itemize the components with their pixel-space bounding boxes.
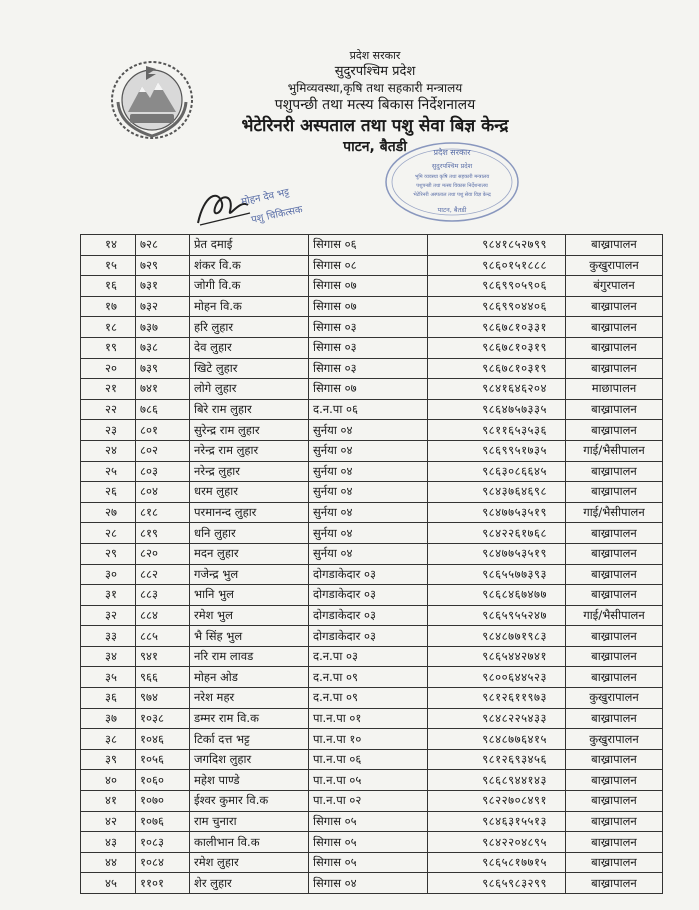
registration-number-cell: ८८५	[136, 626, 190, 647]
serial-number-cell: २४	[81, 440, 136, 461]
table-row	[81, 605, 663, 626]
address-cell: सिगास ०३	[309, 358, 428, 379]
registration-number-cell: ८०२	[136, 440, 190, 461]
farming-type-cell: बाख्रापालन	[566, 811, 663, 832]
name-cell: नरेश महर	[190, 688, 309, 709]
phone-cell: ९८४२२६१७६८	[428, 523, 566, 544]
phone-cell: ९८११६५३५३६	[428, 420, 566, 441]
farming-type-cell: बाख्रापालन	[566, 852, 663, 873]
header-government: प्रदेश सरकार	[349, 49, 401, 62]
name-cell: प्रेत दमाई	[190, 235, 309, 256]
phone-cell: ९८४७७५३५१९	[428, 502, 566, 523]
table-row	[81, 708, 663, 729]
address-cell: पा.न.पा १०	[309, 729, 428, 750]
name-cell: लोगे लुहार	[190, 379, 309, 400]
registration-number-cell: १०४६	[136, 729, 190, 750]
name-cell: धरम लुहार	[190, 482, 309, 503]
farming-type-cell: बाख्रापालन	[566, 235, 663, 256]
phone-cell: ९८४१८५२७९९	[428, 235, 566, 256]
registration-number-cell: ९७४	[136, 688, 190, 709]
phone-cell: ९८६९९५१७३५	[428, 440, 566, 461]
phone-cell: ९८६५९८३२९९	[428, 873, 566, 894]
registration-number-cell: ९४१	[136, 646, 190, 667]
name-cell: महेश पाण्डे	[190, 770, 309, 791]
table-row	[81, 688, 663, 709]
farming-type-cell: बाख्रापालन	[566, 523, 663, 544]
phone-cell: ९८६४७५७३३५	[428, 399, 566, 420]
name-cell: डम्मर राम वि.क	[190, 708, 309, 729]
name-cell: मोहन वि.क	[190, 296, 309, 317]
phone-cell: ९८४८७७१९८३	[428, 626, 566, 647]
phone-cell: ९८४२२०४८९५	[428, 832, 566, 853]
header-ministry: भुमिव्यवस्था,कृषि तथा सहकारी मन्त्रालय	[287, 81, 463, 95]
address-cell: द.न.पा ०६	[309, 399, 428, 420]
name-cell: रमेश भुल	[190, 605, 309, 626]
phone-cell: ९८२२७०८४९१	[428, 791, 566, 812]
phone-cell: ९८६७८१०३१९	[428, 337, 566, 358]
address-cell: सुर्नया ०४	[309, 482, 428, 503]
table-row	[81, 852, 663, 873]
name-cell: भानि भुल	[190, 585, 309, 606]
registration-number-cell: ७३१	[136, 276, 190, 297]
registration-number-cell: १०८३	[136, 832, 190, 853]
farming-type-cell: माछापालन	[566, 379, 663, 400]
phone-cell: ९८१२६९३४५६	[428, 749, 566, 770]
farming-type-cell: कुखुरापालन	[566, 255, 663, 276]
farming-type-cell: बाख्रापालन	[566, 708, 663, 729]
beneficiary-table-body	[81, 235, 663, 894]
registration-number-cell: ७२८	[136, 235, 190, 256]
farming-type-cell: बाख्रापालन	[566, 770, 663, 791]
table-row	[81, 420, 663, 441]
address-cell: सुर्नया ०४	[309, 440, 428, 461]
table-row	[81, 379, 663, 400]
name-cell: देव लुहार	[190, 337, 309, 358]
phone-cell: ९८६५४४२७४१	[428, 646, 566, 667]
address-cell: द.न.पा ०९	[309, 667, 428, 688]
serial-number-cell: १७	[81, 296, 136, 317]
stamp-line-c: पशुपन्छी तथा मत्स्य विकास निर्देशनालय	[416, 183, 488, 189]
registration-number-cell: ८०४	[136, 482, 190, 503]
phone-cell: ९८६९९०५९०६	[428, 276, 566, 297]
serial-number-cell: १९	[81, 337, 136, 358]
registration-number-cell: ९६६	[136, 667, 190, 688]
serial-number-cell: २९	[81, 543, 136, 564]
registration-number-cell: ८१८	[136, 502, 190, 523]
farming-type-cell: बाख्रापालन	[566, 564, 663, 585]
farming-type-cell: बाख्रापालन	[566, 667, 663, 688]
table-row	[81, 296, 663, 317]
header-directorate: पशुपन्छी तथा मत्स्य बिकास निर्देशनालय	[274, 97, 476, 113]
name-cell: जोगी वि.क	[190, 276, 309, 297]
table-row	[81, 482, 663, 503]
name-cell: मदन लुहार	[190, 543, 309, 564]
serial-number-cell: २३	[81, 420, 136, 441]
serial-number-cell: ३४	[81, 646, 136, 667]
farming-type-cell: गाई/भैसीपालन	[566, 440, 663, 461]
table-row	[81, 358, 663, 379]
address-cell: पा.न.पा ०१	[309, 708, 428, 729]
serial-number-cell: ४१	[81, 791, 136, 812]
registration-number-cell: ७८६	[136, 399, 190, 420]
table-row	[81, 440, 663, 461]
serial-number-cell: २८	[81, 523, 136, 544]
address-cell: सुर्नया ०४	[309, 420, 428, 441]
name-cell: नरेन्द्र राम लुहार	[190, 440, 309, 461]
serial-number-cell: ३५	[81, 667, 136, 688]
table-row	[81, 667, 663, 688]
address-cell: सिगास ०८	[309, 255, 428, 276]
address-cell: दोगडाकेदार ०३	[309, 564, 428, 585]
farming-type-cell: बाख्रापालन	[566, 626, 663, 647]
stamp-top-text: प्रदेश सरकार	[433, 148, 471, 157]
address-cell: सिगास ०७	[309, 276, 428, 297]
phone-cell: ९८६७८१०३३१	[428, 317, 566, 338]
stamp-line-b: भूमि व्यवस्था कृषि तथा सहकारी मन्त्रालय	[414, 174, 490, 180]
name-cell: ईश्वर कुमार वि.क	[190, 791, 309, 812]
table-row	[81, 543, 663, 564]
registration-number-cell: ७३८	[136, 337, 190, 358]
serial-number-cell: ३९	[81, 749, 136, 770]
phone-cell: ९८६७८१०३१९	[428, 358, 566, 379]
registration-number-cell: ७२९	[136, 255, 190, 276]
phone-cell: ९८००६४४५२३	[428, 667, 566, 688]
farming-type-cell: बाख्रापालन	[566, 420, 663, 441]
farming-type-cell: बाख्रापालन	[566, 337, 663, 358]
table-row	[81, 317, 663, 338]
farming-type-cell: बाख्रापालन	[566, 832, 663, 853]
registration-number-cell: ८८४	[136, 605, 190, 626]
serial-number-cell: २१	[81, 379, 136, 400]
phone-cell: ९८६३०८६६४५	[428, 461, 566, 482]
farming-type-cell: बाख्रापालन	[566, 482, 663, 503]
serial-number-cell: १५	[81, 255, 136, 276]
address-cell: सुर्नया ०४	[309, 543, 428, 564]
registration-number-cell: ८०१	[136, 420, 190, 441]
farming-type-cell: बाख्रापालन	[566, 749, 663, 770]
registration-number-cell: ७३९	[136, 358, 190, 379]
table-row	[81, 337, 663, 358]
address-cell: सुर्नया ०४	[309, 523, 428, 544]
address-cell: सिगास ०५	[309, 852, 428, 873]
phone-cell: ९८६८९४४१४३	[428, 770, 566, 791]
name-cell: भै सिंह भुल	[190, 626, 309, 647]
serial-number-cell: ३८	[81, 729, 136, 750]
farming-type-cell: कुखुरापालन	[566, 688, 663, 709]
registration-number-cell: ७३२	[136, 296, 190, 317]
registration-number-cell: ८१९	[136, 523, 190, 544]
header-location: पाटन, बैतडी	[343, 139, 407, 155]
table-row	[81, 461, 663, 482]
serial-number-cell: १८	[81, 317, 136, 338]
serial-number-cell: २५	[81, 461, 136, 482]
farming-type-cell: बाख्रापालन	[566, 399, 663, 420]
stamp-bottom-text: पाटन, बैतडी	[437, 206, 467, 214]
registration-number-cell: १०७६	[136, 811, 190, 832]
table-row	[81, 749, 663, 770]
table-row	[81, 646, 663, 667]
farming-type-cell: गाई/भैसीपालन	[566, 605, 663, 626]
registration-number-cell: ८८२	[136, 564, 190, 585]
table-row	[81, 523, 663, 544]
name-cell: गजेन्द्र भुल	[190, 564, 309, 585]
serial-number-cell: १४	[81, 235, 136, 256]
address-cell: पा.न.पा ०६	[309, 749, 428, 770]
table-row	[81, 399, 663, 420]
address-cell: सिगास ०३	[309, 317, 428, 338]
phone-cell: ९८६८४६७४७७	[428, 585, 566, 606]
name-cell: टिर्का दत्त भट्ट	[190, 729, 309, 750]
table-row	[81, 502, 663, 523]
table-row	[81, 770, 663, 791]
phone-cell: ९८४८२२५४३३	[428, 708, 566, 729]
farming-type-cell: बाख्रापालन	[566, 543, 663, 564]
registration-number-cell: ८२०	[136, 543, 190, 564]
phone-cell: ९८६०१५१८८८	[428, 255, 566, 276]
phone-cell: ९८१२६११९७३	[428, 688, 566, 709]
serial-number-cell: २७	[81, 502, 136, 523]
address-cell: पा.न.पा ०५	[309, 770, 428, 791]
table-row	[81, 729, 663, 750]
beneficiary-table	[80, 234, 663, 894]
farming-type-cell: बाख्रापालन	[566, 358, 663, 379]
name-cell: खिटे लुहार	[190, 358, 309, 379]
table-row	[81, 626, 663, 647]
table-row	[81, 235, 663, 256]
stamp-line-d: भेटेरिनरी अस्पताल तथा पशु सेवा विज्ञ केन्द्र	[413, 192, 491, 198]
name-cell: शंकर वि.क	[190, 255, 309, 276]
farming-type-cell: बाख्रापालन	[566, 873, 663, 894]
serial-number-cell: २०	[81, 358, 136, 379]
address-cell: द.न.पा ०३	[309, 646, 428, 667]
serial-number-cell: ४२	[81, 811, 136, 832]
stamp-line-a: सुदुरपश्चिम प्रदेश	[431, 162, 473, 170]
registration-number-cell: ११०१	[136, 873, 190, 894]
name-cell: सुरेन्द्र राम लुहार	[190, 420, 309, 441]
name-cell: शेर लुहार	[190, 873, 309, 894]
serial-number-cell: २२	[81, 399, 136, 420]
farming-type-cell: बाख्रापालन	[566, 791, 663, 812]
address-cell: पा.न.पा ०२	[309, 791, 428, 812]
farming-type-cell: बाख्रापालन	[566, 461, 663, 482]
address-cell: सिगास ०३	[309, 337, 428, 358]
serial-number-cell: ३२	[81, 605, 136, 626]
name-cell: राम चुनारा	[190, 811, 309, 832]
name-cell: जगदिश लुहार	[190, 749, 309, 770]
table-row	[81, 832, 663, 853]
phone-cell: ९८४७७५३५१९	[428, 543, 566, 564]
serial-number-cell: ४३	[81, 832, 136, 853]
table-row	[81, 276, 663, 297]
phone-cell: ९८४६३१५५१३	[428, 811, 566, 832]
serial-number-cell: ४५	[81, 873, 136, 894]
farming-type-cell: बाख्रापालन	[566, 585, 663, 606]
table-row	[81, 811, 663, 832]
serial-number-cell: २६	[81, 482, 136, 503]
serial-number-cell: ३१	[81, 585, 136, 606]
name-cell: धनि लुहार	[190, 523, 309, 544]
address-cell: द.न.पा ०९	[309, 688, 428, 709]
registration-number-cell: ८०३	[136, 461, 190, 482]
registration-number-cell: ७४१	[136, 379, 190, 400]
name-cell: बिरे राम लुहार	[190, 399, 309, 420]
address-cell: दोगडाकेदार ०३	[309, 605, 428, 626]
registration-number-cell: १०७०	[136, 791, 190, 812]
name-cell: नरेन्द्र लुहार	[190, 461, 309, 482]
phone-cell: ९८४८७७६४१५	[428, 729, 566, 750]
address-cell: सिगास ०७	[309, 379, 428, 400]
name-cell: परमानन्द लुहार	[190, 502, 309, 523]
phone-cell: ९८४३७६४६९८	[428, 482, 566, 503]
table-row	[81, 791, 663, 812]
serial-number-cell: ३७	[81, 708, 136, 729]
table-row	[81, 255, 663, 276]
farming-type-cell: बाख्रापालन	[566, 317, 663, 338]
name-cell: कालीभान वि.क	[190, 832, 309, 853]
signature-title: पशु चिकित्सक	[250, 204, 304, 226]
name-cell: रमेश लुहार	[190, 852, 309, 873]
serial-number-cell: ४०	[81, 770, 136, 791]
header-province: सुदुरपश्चिम प्रदेश	[334, 64, 416, 79]
name-cell: मोहन ओड	[190, 667, 309, 688]
address-cell: सिगास ०७	[309, 296, 428, 317]
farming-type-cell: बाख्रापालन	[566, 646, 663, 667]
table-row	[81, 564, 663, 585]
serial-number-cell: ३६	[81, 688, 136, 709]
registration-number-cell: १०५६	[136, 749, 190, 770]
registration-number-cell: १०६०	[136, 770, 190, 791]
serial-number-cell: ४४	[81, 852, 136, 873]
farming-type-cell: गाई/भैसीपालन	[566, 502, 663, 523]
address-cell: सुर्नया ०४	[309, 461, 428, 482]
address-cell: सिगास ०५	[309, 832, 428, 853]
phone-cell: ९८६५८१७७१५	[428, 852, 566, 873]
registration-number-cell: ८८३	[136, 585, 190, 606]
address-cell: सुर्नया ०४	[309, 502, 428, 523]
name-cell: हरि लुहार	[190, 317, 309, 338]
signature-name: मोहन देव भट्ट	[240, 187, 291, 208]
registration-number-cell: १०८४	[136, 852, 190, 873]
phone-cell: ९८६५५७७३९३	[428, 564, 566, 585]
phone-cell: ९८६९९०४४०६	[428, 296, 566, 317]
nepal-emblem-icon	[106, 52, 198, 142]
farming-type-cell: कुखुरापालन	[566, 729, 663, 750]
serial-number-cell: ३०	[81, 564, 136, 585]
serial-number-cell: ३३	[81, 626, 136, 647]
address-cell: सिगास ०५	[309, 811, 428, 832]
farming-type-cell: बाख्रापालन	[566, 296, 663, 317]
table-row	[81, 873, 663, 894]
registration-number-cell: ७३७	[136, 317, 190, 338]
address-cell: सिगास ०४	[309, 873, 428, 894]
address-cell: सिगास ०६	[309, 235, 428, 256]
signature	[190, 183, 330, 233]
table-row	[81, 585, 663, 606]
office-stamp	[382, 140, 522, 224]
name-cell: नरि राम लावड	[190, 646, 309, 667]
phone-cell: ९८४१६४६२०४	[428, 379, 566, 400]
header-office: भेटेरिनरी अस्पताल तथा पशु सेवा बिज्ञ केन्द्र	[241, 116, 509, 136]
address-cell: दोगडाकेदार ०३	[309, 585, 428, 606]
address-cell: दोगडाकेदार ०३	[309, 626, 428, 647]
registration-number-cell: १०३८	[136, 708, 190, 729]
farming-type-cell: बंगुरपालन	[566, 276, 663, 297]
phone-cell: ९८६५९५५२४७	[428, 605, 566, 626]
serial-number-cell: १६	[81, 276, 136, 297]
